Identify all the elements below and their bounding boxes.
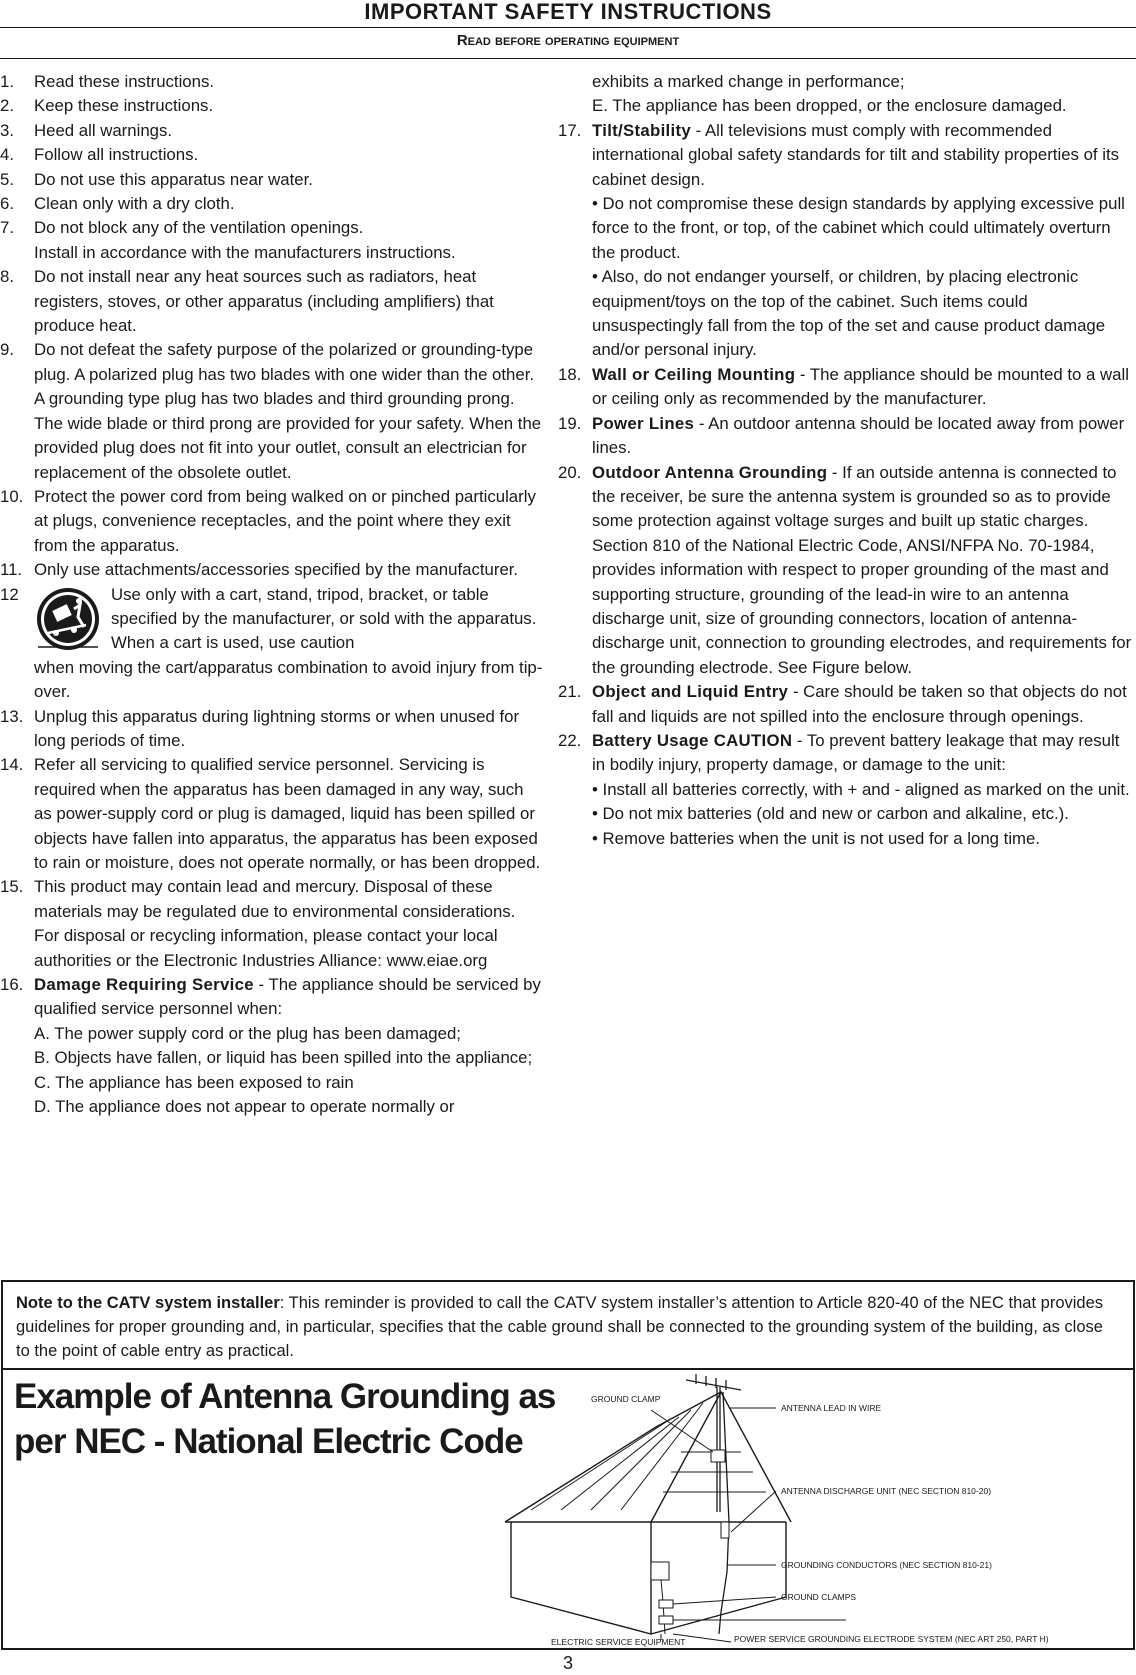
item-text: Heed all warnings. (34, 120, 173, 140)
item-subline: • Install all batteries correctly, with + and - aligned as marked on the unit. (592, 779, 1130, 799)
item-number: 22. (558, 730, 582, 750)
item-subline: • Do not mix batteries (old and new or carbon and alkaline, etc.). (592, 804, 1069, 824)
item-text: - All televisions must comply with recommended international global safety standards for tilt and stability properties of its cabinet design. (592, 120, 1120, 189)
item-text: Follow all instructions. (34, 145, 199, 165)
item-subline: • Also, do not endanger yourself, or children, by placing electronic equipment/toys on the top of the cabinet. Such items could unsuspectingly fall from the top of the set and cause product damage and/or personal injury. (592, 267, 1106, 360)
item-text: Do not install near any heat sources such as radiators, heat registers, stoves, or other apparatus (including amplifiers) that produce heat. (34, 267, 494, 336)
item-number: 6. (0, 194, 14, 214)
list-item (0, 119, 545, 143)
catv-note-box (1, 1280, 1135, 1650)
list-item (0, 875, 545, 973)
item-number: 4. (0, 145, 14, 165)
item-text-continued: Install in accordance with the manufacturers instructions. (34, 242, 456, 262)
label-electric-service: ELECTRIC SERVICE EQUIPMENT (551, 1637, 686, 1647)
figure-title (14, 1374, 574, 1464)
continued-text: exhibits a marked change in performance; (592, 72, 905, 91)
item-number: 1. (0, 72, 14, 91)
continued-text: E. The appliance has been dropped, or the enclosure damaged. (592, 96, 1067, 116)
ground-clamps-shape-2 (659, 1616, 673, 1624)
item-text: Do not block any of the ventilation openings. (34, 218, 364, 238)
item-number: 7. (0, 218, 14, 238)
item-subline: A. The power supply cord or the plug has been damaged; (34, 1023, 461, 1043)
item-heading: Tilt/Stability (592, 120, 691, 140)
item-heading: Damage Requiring Service (34, 975, 254, 995)
list-item (0, 338, 545, 484)
roof-shading (531, 1403, 766, 1510)
header-rule-bottom (0, 58, 1136, 59)
item-text: - Care should be taken so that objects do not fall and liquids are not spilled into the enclosure through openings. (592, 682, 1127, 726)
list-item (558, 412, 1136, 461)
label-ground-clamp: GROUND CLAMP (591, 1394, 661, 1404)
label-grounding-electrode: POWER SERVICE GROUNDING ELECTRODE SYSTEM (NEC ART 250, PART H) (734, 1634, 1049, 1644)
item-subline: C. The appliance has been exposed to rain (34, 1072, 354, 1092)
item-subline: • Do not compromise these design standards by applying excessive pull force to the front, or top, of the cabinet which could ultimately overturn the product. (592, 194, 1125, 262)
item-text: - To prevent battery leakage that may result in bodily injury, property damage, or damage to the unit: (592, 730, 1120, 775)
item-text: - If an outside antenna is connected to the receiver, be sure the antenna system is grounded so as to provide some protection against voltage surges and built up static charges. (592, 462, 1117, 531)
right-column (558, 70, 1136, 851)
antenna-grounding-diagram (491, 1372, 1135, 1648)
item-text: This product may contain lead and mercury. Disposal of these materials may be regulated due to environmental considerations. For disposal or recycling information, please contact your local authorities or the Electronic Industries Alliance: www.eiae.org (34, 877, 516, 970)
label-ground-clamps: GROUND CLAMPS (781, 1592, 857, 1602)
list-item (0, 94, 545, 118)
discharge-unit-shape (721, 1522, 729, 1538)
item-text: Only use attachments/accessories specified by the manufacturer. (34, 560, 519, 580)
list-item (0, 143, 545, 167)
page-number: 3 (562, 1653, 573, 1673)
list-item (558, 119, 1136, 363)
item-number: 12 (0, 584, 19, 604)
item-subline: D. The appliance does not appear to operate normally or (34, 1097, 455, 1117)
left-column (0, 70, 545, 1119)
item-number: 20. (558, 462, 582, 482)
item-text: Keep these instructions. (34, 96, 214, 116)
list-item (0, 705, 545, 754)
list-item (0, 192, 545, 216)
page-subtitle: Read before operating equipment (456, 32, 680, 49)
item-text: Do not use this apparatus near water. (34, 169, 313, 189)
house-outline (505, 1392, 791, 1634)
list-item (0, 70, 545, 94)
item-text: - The appliance should be serviced by qualified service personnel when: (34, 975, 541, 1019)
item-number: 11. (0, 560, 23, 580)
item-heading: Object and Liquid Entry (592, 682, 789, 702)
item-number: 9. (0, 340, 14, 360)
note-heading: Note to the CATV system installer (16, 1294, 280, 1312)
item-subline: Section 810 of the National Electric Code, ANSI/NFPA No. 70-1984, provides information with respect to proper grounding of the mast and supporting structure, grounding of the lead-in wire to an antenna discharge unit, size of grounding connectors, location of antenna-discharge unit, connection to grounding electrodes, and requirements for the grounding electrode. See Figure below. (592, 535, 1132, 677)
item-subline: • Remove batteries when the unit is not used for a long time. (592, 828, 1041, 848)
item-heading: Wall or Ceiling Mounting (592, 364, 796, 384)
figure-title-line: per NEC - National Electric Code (14, 1422, 523, 1461)
list-item (0, 216, 545, 265)
list-item (0, 583, 545, 705)
list-item (0, 558, 545, 582)
list-item (0, 973, 545, 1119)
item-text: Unplug this apparatus during lightning storms or when unused for long periods of time. (34, 706, 520, 750)
item-text-continued: when moving the cart/apparatus combination to avoid injury from tip-over. (34, 657, 543, 702)
label-lead-in-wire: ANTENNA LEAD IN WIRE (781, 1403, 882, 1413)
item-number: 10. (0, 486, 24, 506)
list-item (558, 729, 1136, 851)
cart-tip-over-icon (34, 585, 102, 653)
page-header (0, 0, 1136, 49)
item-number: 8. (0, 267, 14, 287)
item-number: 18. (558, 364, 582, 384)
item-text: Do not defeat the safety purpose of the polarized or grounding-type plug. A polarized plug has two blades with one wider than the other. A grounding type plug has two blades and third grounding prong. The wide blade or third prong are provided for your safety. When the provided plug does not fit into your outlet, consult an electrician for replacement of the obsolete outlet. (34, 340, 542, 482)
item-text: Refer all servicing to qualified service personnel. Servicing is required when the apparatus has been damaged in any way, such as power-supply cord or plug is damaged, liquid has been spilled or objects have fallen into apparatus, the apparatus has been exposed to rain or moisture, does not operate normally, or has been dropped. (34, 755, 541, 872)
ground-clamps-shape (659, 1600, 673, 1608)
item-number: 17. (558, 120, 582, 140)
figure-title-line: Example of Antenna Grounding as (14, 1377, 556, 1416)
page-title: IMPORTANT SAFETY INSTRUCTIONS (364, 0, 772, 24)
list-item (558, 680, 1136, 729)
item-number: 5. (0, 169, 14, 189)
item-number: 19. (558, 413, 582, 433)
item-number: 2. (0, 96, 14, 116)
list-item (558, 461, 1136, 681)
item-heading: Outdoor Antenna Grounding (592, 462, 828, 482)
item-number: 15. (0, 877, 24, 897)
label-grounding-conductors: GROUNDING CONDUCTORS (NEC SECTION 810-21) (781, 1560, 992, 1570)
list-item (558, 363, 1136, 412)
cart-warning-row (34, 583, 545, 656)
list-item (0, 168, 545, 192)
item-number: 21. (558, 682, 582, 702)
item-text: - The appliance should be mounted to a wall or ceiling only as recommended by the manufacturer. (592, 364, 1129, 409)
list-item (0, 485, 545, 558)
item-text: - An outdoor antenna should be located away from power lines. (592, 413, 1125, 458)
item-number: 16. (0, 975, 24, 995)
item-subline: B. Objects have fallen, or liquid has been spilled into the appliance; (34, 1048, 533, 1068)
item-number: 13. (0, 706, 24, 726)
service-equipment-shape (651, 1562, 669, 1580)
item-number: 14. (0, 755, 24, 775)
list-item (0, 265, 545, 338)
item-text: Clean only with a dry cloth. (34, 194, 235, 214)
note-text: : This reminder is provided to call the CATV system installer’s attention to Article 820-40 of the NEC that provides guidelines for proper grounding and, in particular, specifies that the cable ground shall be connected to the grounding system of the building, as close to the point of cable entry as practical. (16, 1294, 1104, 1360)
item-text: Read these instructions. (34, 72, 215, 91)
header-rule (0, 27, 1136, 28)
list-item (0, 753, 545, 875)
item-number: 3. (0, 120, 14, 140)
label-discharge-unit: ANTENNA DISCHARGE UNIT (NEC SECTION 810-20) (781, 1486, 992, 1496)
catv-installer-note (3, 1282, 1133, 1370)
item-heading: Battery Usage CAUTION (592, 730, 793, 750)
item-heading: Power Lines (592, 413, 695, 433)
item-text: Use only with a cart, stand, tripod, bracket, or table specified by the manufacturer, or sold with the apparatus. When a cart is used, use caution (111, 584, 537, 653)
item-text: Protect the power cord from being walked on or pinched particularly at plugs, convenience receptacles, and the point where they exit from the apparatus. (34, 486, 536, 555)
